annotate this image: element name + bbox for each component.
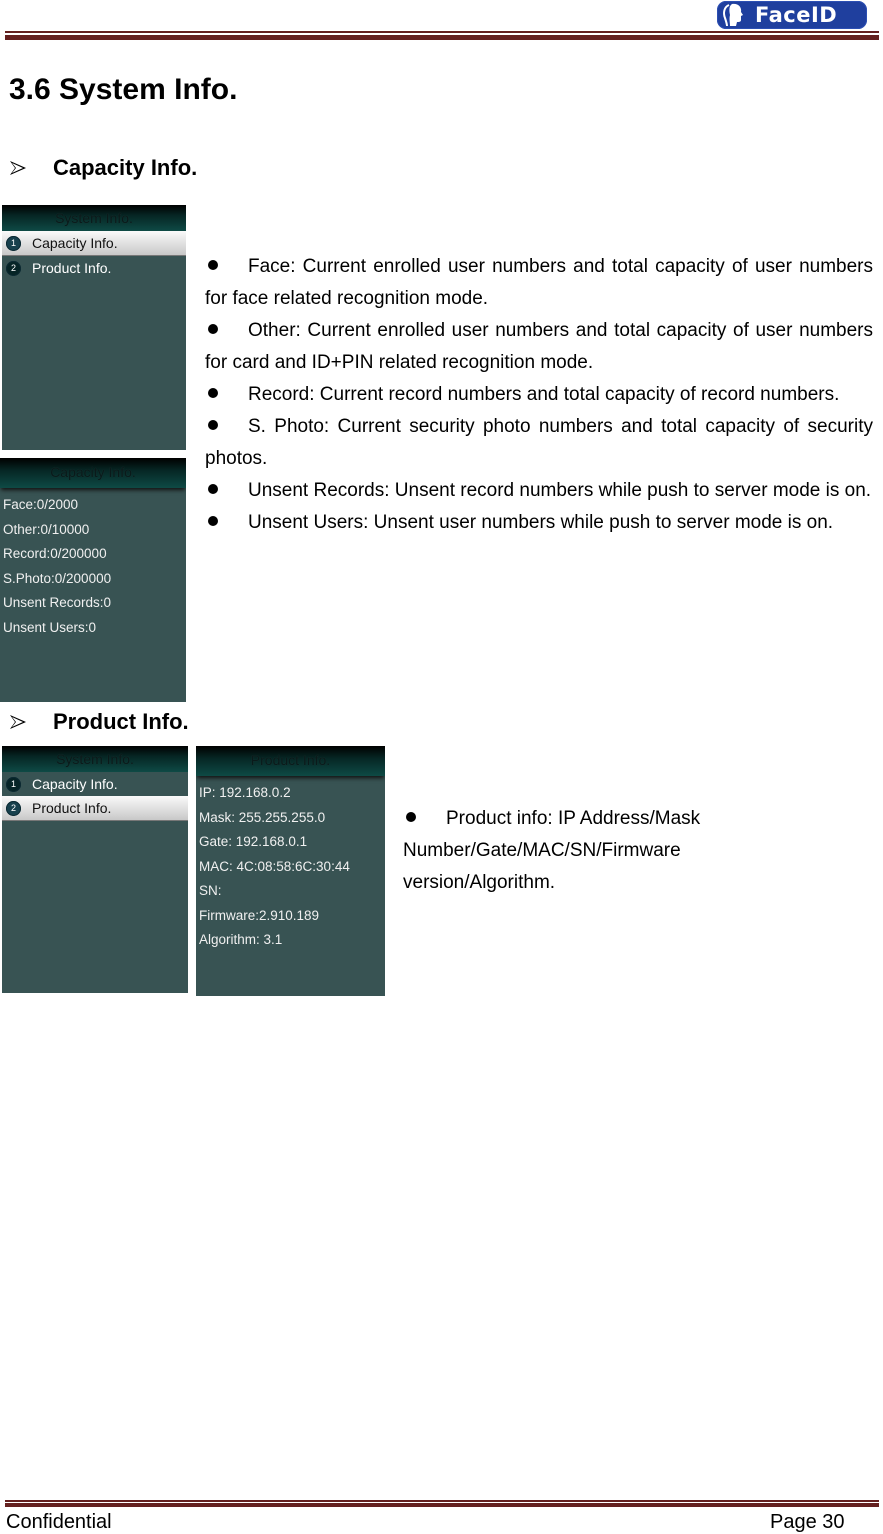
bullet-dot-icon [208,516,218,526]
bullet-dot-icon [208,484,218,494]
menu-item-label: Product Info. [32,260,112,276]
bullet-photo: S. Photo: Current security photo numbers and total capacity of security photos. [205,416,873,469]
faceid-logo [717,1,867,29]
menu-item-label: Product Info. [32,800,112,816]
menu-item-product-info[interactable] [2,256,186,280]
capacity-description-list [205,251,873,539]
product-firmware: Firmware:2.910.189 [199,907,320,923]
screen-title: System Info. [2,205,186,231]
footer-page-number: Page 30 [770,1511,845,1533]
system-info-screen-product [2,746,188,993]
capacity-info-screen [0,458,186,702]
screen-title: Capacity Info. [0,458,186,488]
menu-item-capacity-info[interactable] [2,772,188,796]
capacity-face: Face:0/2000 [3,497,79,512]
system-info-screen-capacity [2,205,186,450]
screen-title: System Info. [2,746,188,772]
product-gate: Gate: 192.168.0.1 [199,834,308,849]
bullet-dot-icon [208,388,218,398]
product-heading [9,709,189,735]
screen-title: Product Info. [196,746,385,776]
bullet-record: Record: Current record numbers and total capacity of record numbers. [205,379,873,411]
menu-item-capacity-info[interactable] [2,231,186,256]
number-badge-icon: 1 [6,777,21,792]
bullet-unsent-users: Unsent Users: Unsent user numbers while push to server mode is on. [205,507,873,539]
bullet-unsent-records: Unsent Records: Unsent record numbers while push to server mode is on. [205,475,873,507]
capacity-record: Record:0/200000 [3,546,107,561]
number-badge-icon: 1 [6,236,21,251]
menu-item-product-info[interactable] [2,796,188,821]
bullet-dot-icon [208,420,218,430]
footer-rule-thick [5,1503,879,1507]
product-sn: SN: [199,883,222,898]
bullet-product-info: Product info: IP Address/Mask Number/Gate/MAC/SN/Firmware version/Algorithm. [403,808,701,893]
product-mask: Mask: 255.255.255.0 [199,809,326,825]
menu-item-label: Capacity Info. [32,235,118,251]
footer-confidential: Confidential [6,1511,112,1533]
capacity-other: Other:0/10000 [3,521,90,537]
face-profile-icon [717,1,751,29]
footer-rule-thin [5,1500,879,1502]
product-mac: MAC: 4C:08:58:6C:30:44 [199,858,350,874]
product-algorithm: Algorithm: 3.1 [199,932,283,947]
section-title: 3.6 System Info. [9,73,238,106]
capacity-heading-text: Capacity Info. [53,155,198,180]
capacity-unsent-users: Unsent Users:0 [3,619,97,635]
number-badge-icon: 2 [6,261,21,276]
product-description-list [403,803,753,899]
capacity-heading [9,155,197,181]
capacity-unsent-records: Unsent Records:0 [3,595,112,610]
header-rule-thin [5,31,879,33]
arrowhead-bullet-icon [9,160,53,176]
bullet-face: Face: Current enrolled user numbers and total capacity of user numbers for face related recognition mode. [205,256,873,309]
bullet-other: Other: Current enrolled user numbers and total capacity of user numbers for card and ID+PIN related recognition mode. [205,320,873,373]
bullet-dot-icon [406,812,416,822]
logo-text: FaceID [755,3,838,27]
arrowhead-bullet-icon [9,714,53,730]
number-badge-icon: 2 [6,801,21,816]
menu-item-label: Capacity Info. [32,776,118,792]
product-heading-text: Product Info. [53,709,189,734]
capacity-photo: S.Photo:0/200000 [3,570,112,586]
bullet-dot-icon [208,324,218,334]
header-rule-thick [5,35,879,40]
bullet-dot-icon [208,260,218,270]
product-ip: IP: 192.168.0.2 [199,785,291,800]
product-info-screen [196,746,385,996]
